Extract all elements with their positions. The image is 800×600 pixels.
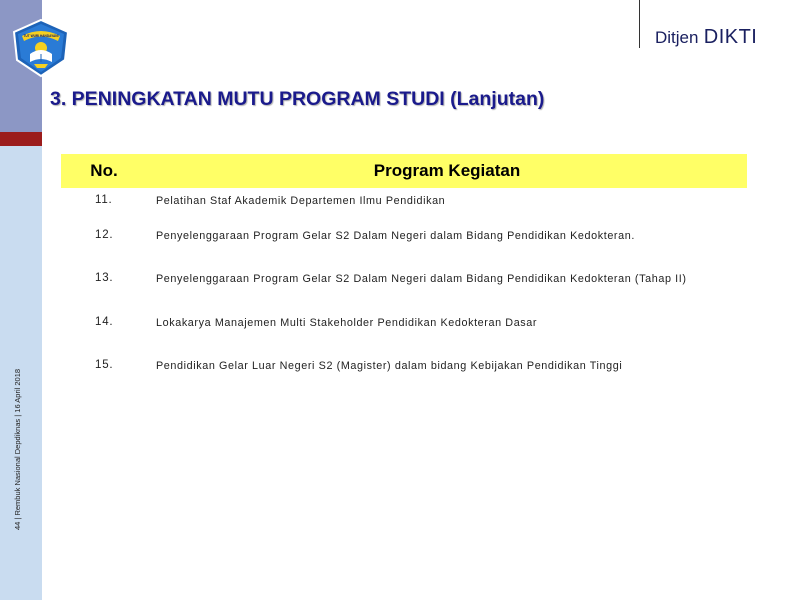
brand-label bbox=[655, 26, 757, 49]
row-number: 15. bbox=[95, 359, 114, 371]
table-header bbox=[61, 154, 747, 188]
sidebar-red-band bbox=[0, 132, 42, 146]
logo-motto: TUT WURI HANDAYANI bbox=[23, 34, 59, 38]
header-divider bbox=[639, 0, 640, 48]
row-number: 13. bbox=[95, 272, 114, 284]
row-text: Pelatihan Staf Akademik Departemen Ilmu Pendidikan bbox=[156, 195, 446, 207]
footer-vertical-text: 44 | Rembuk Nasional Depdiknas | 16 April 2018 bbox=[13, 368, 22, 530]
row-text: Penyelenggaraan Program Gelar S2 Dalam Negeri dalam Bidang Pendidikan Kedokteran. bbox=[156, 230, 635, 242]
header-program: Program Kegiatan bbox=[373, 161, 521, 180]
row-text: Lokakarya Manajemen Multi Stakeholder Pendidikan Kedokteran Dasar bbox=[156, 317, 538, 329]
row-number: 14. bbox=[95, 316, 114, 328]
row-number: 12. bbox=[95, 229, 114, 241]
row-text: Pendidikan Gelar Luar Negeri S2 (Magister) dalam bidang Kebijakan Pendidikan Tinggi bbox=[156, 360, 623, 372]
row-text: Penyelenggaraan Program Gelar S2 Dalam Negeri dalam Bidang Pendidikan Kedokteran (Tahap II) bbox=[156, 273, 687, 285]
row-number: 11. bbox=[95, 194, 113, 206]
tut-wuri-handayani-logo-icon bbox=[10, 18, 72, 80]
header-no: No. bbox=[90, 161, 118, 180]
brand-prefix: Ditjen bbox=[655, 28, 699, 47]
brand-name: DIKTI bbox=[703, 26, 758, 48]
page-title: 3. PENINGKATAN MUTU PROGRAM STUDI (Lanjutan) bbox=[50, 88, 545, 110]
